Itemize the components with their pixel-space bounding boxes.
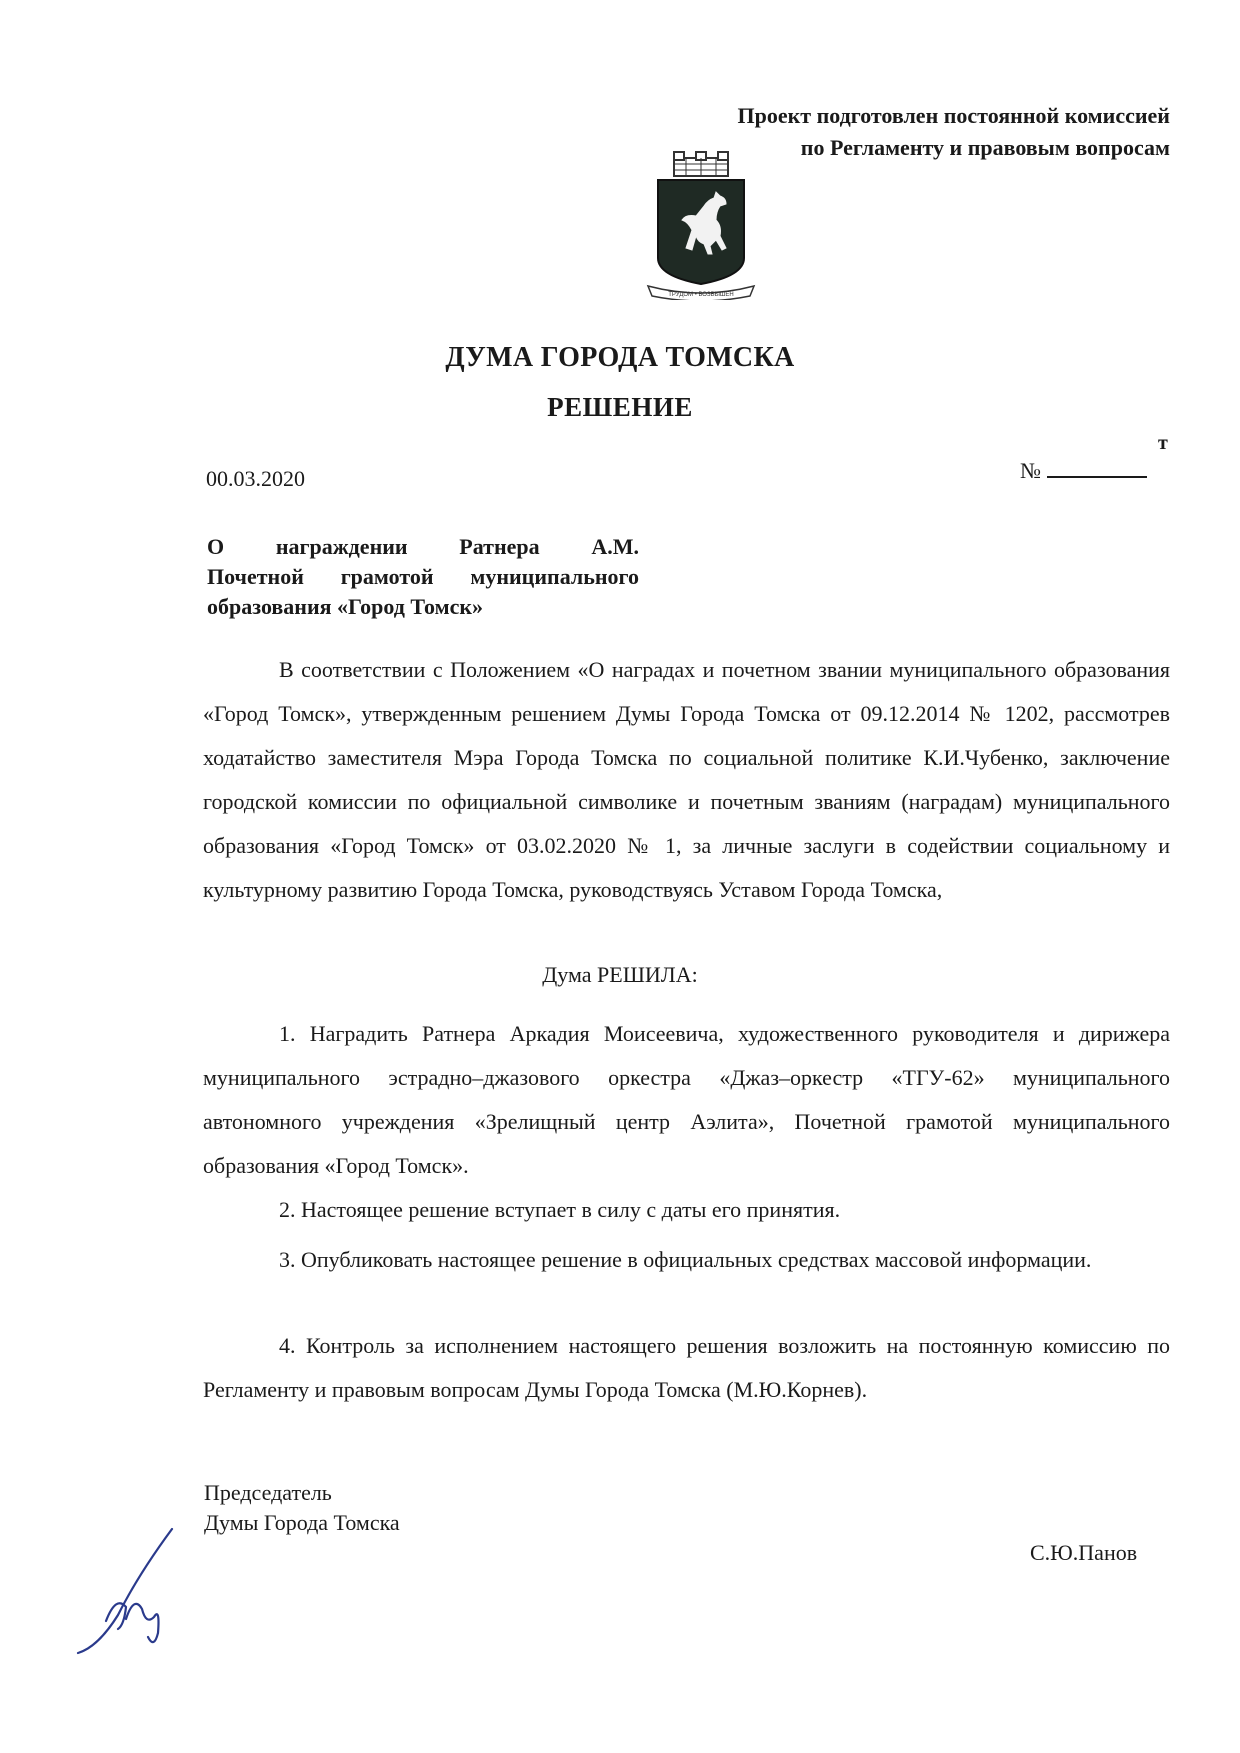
decision-item-4: 4. Контроль за исполнением настоящего решения возложить на постоянную комиссию по Регламенту и правовым вопросам Думы Города Томска (М.Ю.Корнев). <box>203 1333 1170 1402</box>
document-type-title: РЕШЕНИЕ <box>547 392 693 422</box>
handwritten-signature-icon <box>68 1525 178 1655</box>
decision-item-1: 1. Наградить Ратнера Аркадия Моисеевича, художественного руководителя и дирижера муниципального эстрадно–джазового оркестра «Джаз–оркестр «ТГУ-62» муниципального автономного учреждения «Зрелищный центр Аэлита», Почетной грамотой муниципального образования «Город Томск». <box>203 1021 1170 1178</box>
document-date: 00.03.2020 <box>206 466 305 491</box>
subject-line-1: О награждении Ратнера А.М. <box>207 534 639 559</box>
organization-title: ДУМА ГОРОДА ТОМСКА <box>445 342 795 373</box>
signatory-name: С.Ю.Панов <box>1030 1540 1138 1565</box>
crown-icon <box>674 152 728 176</box>
prepared-line-1: Проект подготовлен постоянной комиссией <box>737 103 1170 128</box>
number-blank-line <box>1047 456 1147 478</box>
signatory-position-line-2: Думы Города Томска <box>204 1510 400 1535</box>
signatory-position <box>204 1478 400 1538</box>
emblem-motto: ТРУДОМ • ВОЗВЫШЕН <box>668 292 734 298</box>
preamble-paragraph: В соответствии с Положением «О наградах и почетном звании муниципального образования «Город Томск», утвержденным решением Думы Города Томска от 09.12.2014 № 1202, рассмотрев ходатайство заместителя Мэра Города Томска по социальной политике К.И.Чубенко, заключение городской комиссии по официальной символике и почетным званиям (наградам) муниципального образования «Город Томск» от 03.02.2020 № 1, за личные заслуги в содействии социальному и культурному развитию Города Томска, руководствуясь Уставом Города Томска, <box>203 657 1170 902</box>
signatory-position-line-1: Председатель <box>204 1480 332 1505</box>
corner-mark: т <box>1158 432 1168 454</box>
number-prefix: № <box>1020 458 1041 483</box>
resolved-heading: Дума РЕШИЛА: <box>542 962 698 987</box>
decision-item-3: 3. Опубликовать настоящее решение в официальных средствах массовой информации. <box>279 1247 1092 1272</box>
subject-line-2: Почетной грамотой муниципального <box>207 564 639 589</box>
subject-line-3: образования «Город Томск» <box>207 594 484 619</box>
decision-subject <box>207 532 639 622</box>
tomsk-coat-of-arms-icon <box>646 150 756 300</box>
decision-item-2: 2. Настоящее решение вступает в силу с даты его принятия. <box>279 1197 841 1222</box>
prepared-line-2: по Регламенту и правовым вопросам <box>800 135 1170 160</box>
document-number <box>1020 456 1147 484</box>
